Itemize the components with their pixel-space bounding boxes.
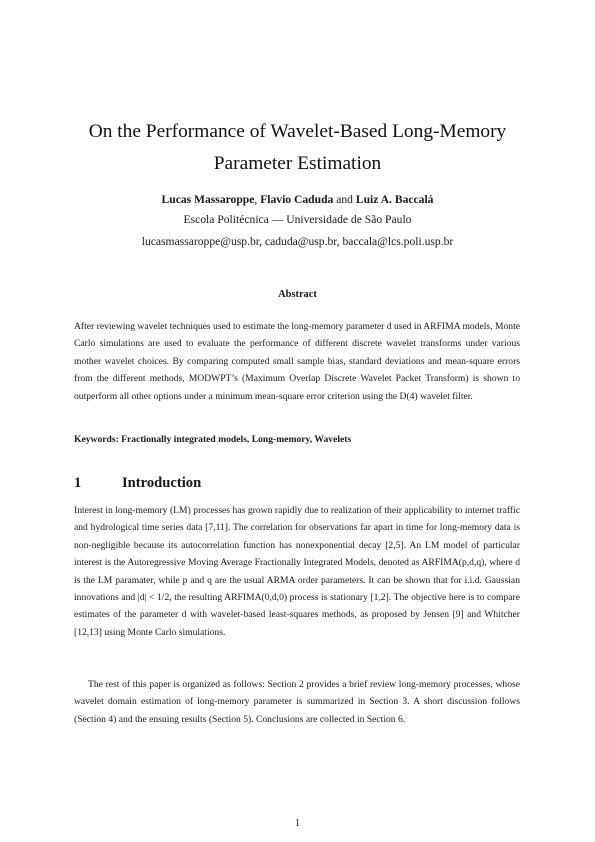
author-name: Luiz A. Baccalá	[355, 193, 434, 206]
author-name: Flavio Caduda	[260, 193, 334, 206]
section-number: 1	[74, 475, 82, 491]
affiliation: Escola Politécnica — Universidade de São Paulo	[183, 213, 412, 226]
author-list	[40, 192, 555, 208]
keywords: Keywords: Fractionally integrated models, Long-memory, Wavelets	[74, 434, 352, 445]
section-heading	[74, 474, 201, 492]
paper-title	[40, 116, 555, 180]
intro-paragraph-2: The rest of this paper is organized as follows: Section 2 provides a brief review long-memory processes, whose wavelet domain estimation of long-memory parameter is summarized in Section 3. A short discussion follows (Section 4) and the ensuing results (Section 5). Conclusions are collected in Section 6.	[74, 679, 520, 725]
paper-title-line-1: On the Performance of Wavelet-Based Long-Memory	[88, 121, 507, 142]
section-title: Introduction	[122, 475, 202, 491]
author-name: Lucas Massaroppe	[161, 193, 255, 206]
abstract-heading: Abstract	[278, 289, 317, 300]
page-number: 1	[295, 818, 300, 829]
paper-title-line-2: Parameter Estimation	[213, 153, 382, 174]
author-emails: lucasmassaroppe@usp.br, caduda@usp.br, baccala@lcs.poli.usp.br	[141, 235, 454, 248]
author-separator: and	[333, 193, 356, 206]
abstract-text: After reviewing wavelet techniques used to estimate the long-memory parameter d used in ARFIMA models, Monte Carlo simulations are used to evaluate the performance of different discrete wavelet transforms under various mother wavelet choices. By comparing computed small sample bias, standard deviations and mean-square errors from the different methods, MODWPT’s (Maximum Overlap Discrete Wavelet Packet Transform) is shown to outperform all other options under a minimum mean-square error criterion using the D(4) wavelet filter.	[74, 321, 521, 402]
intro-paragraph-1: Interest in long-memory (LM) processes has grown rapidly due to realization of their applicability to internet traffic and hydrological time series data [7,11]. The correlation for observations far apart in time for long-memory data is non-negligible because its autocorrelation function has nonexponential decay [2,5]. An LM model of particular interest is the Autoregressive Moving Average Fractionally Integrated Models, denoted as ARFIMA(p,d,q), where d is the LM paramater, while p and q are the usual ARMA order parameters. It can be shown that for i.i.d. Gaussian innovations and |d| < 1/2, the resulting ARFIMA(0,d,0) process is stationary [1,2]. The objective here is to compare estimates of the parameter d with wavelet-based least-squares methods, as proposed by Jensen [9] and Whitcher [12,13] using Monte Carlo simulations.	[74, 505, 520, 638]
author-separator: ,	[254, 193, 261, 206]
